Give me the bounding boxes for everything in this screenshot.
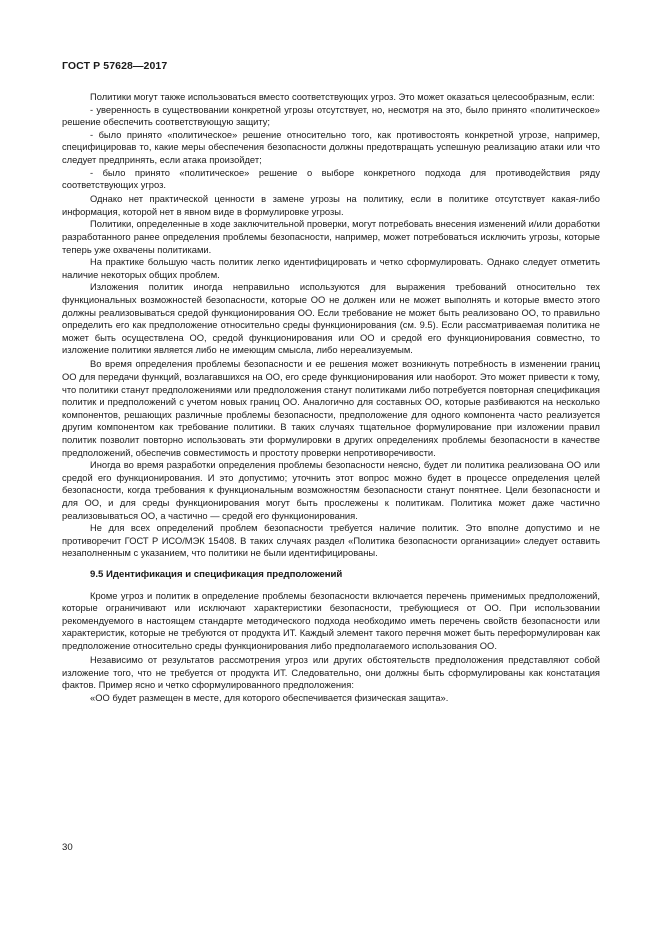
paragraph: Политики, определенные в ходе заключительной проверки, могут потребовать внесения изменений и/или доработки разработанного ранее определения проблемы безопасности, например, может потребоваться исключить угрозы, которые теперь уже охвачены политиками. bbox=[62, 219, 600, 255]
paragraph: Не для всех определений проблем безопасности требуется наличие политик. Это вполне допустимо и не противоречит ГОСТ Р ИСО/МЭК 15408. В таких случаях раздел «Политика безопасности организации» следует оставить незаполненным с указанием, что политики не были идентифицированы. bbox=[62, 523, 600, 559]
list-item: - было принято «политическое» решение относительно того, как противостоять конкретной угрозе, например, специфицировав то, какие меры обеспечения безопасности должны предотвращать успешную реализацию атаки или что следует предпринять, если атака произойдет; bbox=[62, 129, 600, 165]
quote-example: «ОО будет размещен в месте, для которого обеспечивается физическая защита». bbox=[90, 692, 449, 703]
paragraph: Изложения политик иногда неправильно используются для выражения требований относительно тех функциональных возможностей безопасности, которые ОО не должен или не может выполнять и которые вместо этого должны реализовываться средой функционирования ОО. Если требование не может быть реализовано ОО, то правильно определить его как предположение относительно среды функционирования (см. 9.5). Если рассматриваемая политика не может быть осуществлена ОО, средой функционирования или ОО и средой его функционирования совместно, то изложение политики является либо не имеющим смысла, либо нереализуемым. bbox=[62, 282, 600, 356]
paragraph: Иногда во время разработки определения проблемы безопасности неясно, будет ли политика реализована ОО или средой его функционирования. И это допустимо; уточнить этот вопрос можно будет в процессе определения целей безопасности, когда требования к функциональным возможностям безопасности станут понятнее. Цели безопасности и для ОО, и для среды функционирования могут быть прослежены к политикам. Политика может даже частично реализовываться ОО, а частично — средой его функционирования. bbox=[62, 460, 600, 521]
list-item: - уверенность в существовании конкретной угрозы отсутствует, но, несмотря на это, было принято «политическое» решение обеспечить соответствующую защиту; bbox=[62, 104, 600, 128]
paragraph: Во время определения проблемы безопасности и ее решения может возникнуть потребность в изменении границ ОО для передачи функций, возлагавшихся на ОО, его среде функционирования или наоборот. Это может привести к тому, что политики станут предположениями или предположения станут политиками либо потребуется повторная спецификация политик и предположений с учетом новых границ ОО. Аналогично для составных ОО, которые разбиваются на несколько компонентов, решающих различные проблемы безопасности, предположение для одного компонента часто реализуется другим компонентом как требование политики. В таких случаях тщательное формулирование при изложении правил политик позволит повторно использовать эти формулировки в других определениях проблемы безопасности в качестве предположений, обеспечив совместимость и простоту проверки непротиворечивости. bbox=[62, 359, 600, 458]
page-number: 30 bbox=[62, 842, 73, 853]
paragraph: Политики могут также использоваться вместо соответствующих угроз. Это может оказаться целесообразным, если: bbox=[90, 92, 595, 102]
paragraph: На практике большую часть политик легко идентифицировать и четко сформулировать. Однако следует отметить наличие некоторых общих проблем. bbox=[62, 257, 600, 280]
paragraph: Кроме угроз и политик в определение проблемы безопасности включается перечень применимых предположений, которые ограничивают или исключают характеристики безопасности, требующиеся от ОО. При использовании рекомендуемого в настоящем стандарте методического подхода необходимо иметь перечень свойств безопасности или характеристик, которые не требуются от продукта ИТ. Каждый элемент такого перечня может быть переформулирован как предположение относительно среды функционирования либо предполагаемого использования ОО. bbox=[62, 590, 600, 651]
paragraph: Однако нет практической ценности в замене угрозы на политику, если в политике отсутствует какая-либо информация, которой нет в явном виде в формулировке угрозы. bbox=[62, 194, 600, 217]
list-item: - было принято «политическое» решение о выборе конкретного подхода для противодействия ряду соответствующих угроз. bbox=[62, 167, 600, 191]
document-body bbox=[62, 91, 600, 704]
standard-header: ГОСТ Р 57628—2017 bbox=[62, 60, 168, 72]
paragraph: Независимо от результатов рассмотрения угроз или других обстоятельств предположения представляют собой изложение того, что не требуется от продукта ИТ. Следовательно, они должны быть сформулированы как констатация фактов. Пример ясно и четко сформулированного предположения: bbox=[62, 655, 600, 691]
section-heading: 9.5 Идентификация и спецификация предположений bbox=[90, 568, 343, 580]
